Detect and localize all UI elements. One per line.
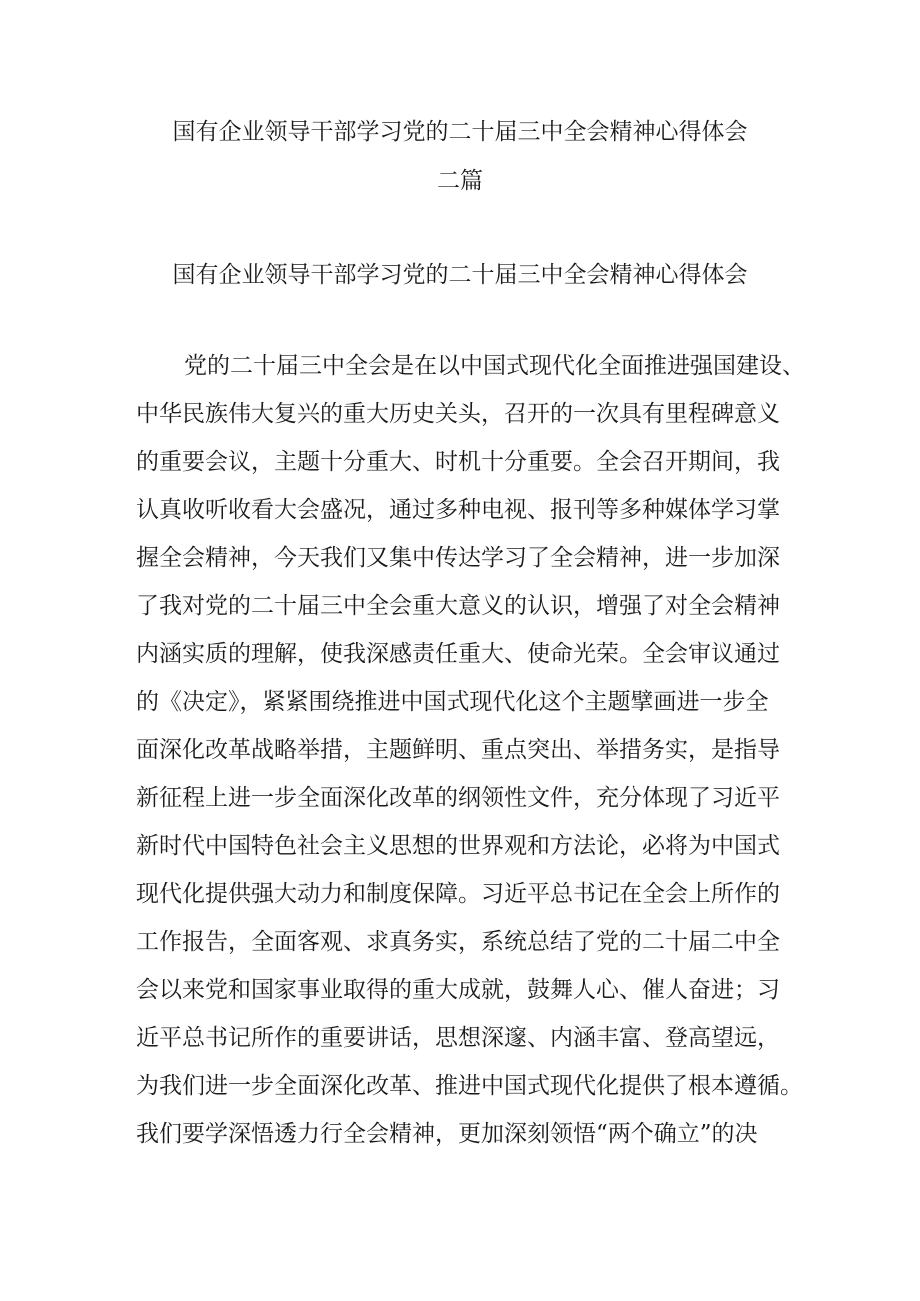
body-line: 新征程上进一步全面深化改革的纲领性文件，充分体现了习近平 <box>136 785 780 811</box>
body-line: 了我对党的二十届三中全会重大意义的认识，增强了对全会精神 <box>136 593 780 619</box>
body-line: 工作报告，全面客观、求真务实，系统总结了党的二十届二中全 <box>136 929 780 955</box>
document-title-continuation: 二篇 <box>437 168 483 194</box>
body-line: 会以来党和国家事业取得的重大成就，鼓舞人心、催人奋进；习 <box>136 977 780 1003</box>
body-line: 面深化改革战略举措，主题鲜明、重点突出、举措务实，是指导 <box>136 737 780 763</box>
body-line: 握全会精神，今天我们又集中传达学习了全会精神，进一步加深 <box>136 545 780 571</box>
body-line: 的《决定》，紧紧围绕推进中国式现代化这个主题擘画进一步全 <box>136 689 769 715</box>
document-title: 国有企业领导干部学习党的二十届三中全会精神心得体会 <box>172 119 748 145</box>
body-line: 的重要会议，主题十分重大、时机十分重要。全会召开期间，我 <box>136 449 780 475</box>
body-line: 认真收听收看大会盛况，通过多种电视、报刊等多种媒体学习掌 <box>136 497 780 523</box>
body-line: 中华民族伟大复兴的重大历史关头，召开的一次具有里程碑意义 <box>136 401 780 427</box>
body-line: 近平总书记所作的重要讲话，思想深邃、内涵丰富、登高望远， <box>136 1025 780 1051</box>
body-line: 新时代中国特色社会主义思想的世界观和方法论，必将为中国式 <box>136 833 780 859</box>
body-line: 为我们进一步全面深化改革、推进中国式现代化提供了根本遵循。 <box>136 1073 803 1099</box>
document-subtitle: 国有企业领导干部学习党的二十届三中全会精神心得体会 <box>172 262 748 288</box>
body-line: 党的二十届三中全会是在以中国式现代化全面推进强国建设、 <box>184 353 805 379</box>
body-line: 内涵实质的理解，使我深感责任重大、使命光荣。全会审议通过 <box>136 641 780 667</box>
body-line: 现代化提供强大动力和制度保障。习近平总书记在全会上所作的 <box>136 881 780 907</box>
body-line: 我们要学深悟透力行全会精神，更加深刻领悟“两个确立”的决 <box>136 1121 758 1147</box>
